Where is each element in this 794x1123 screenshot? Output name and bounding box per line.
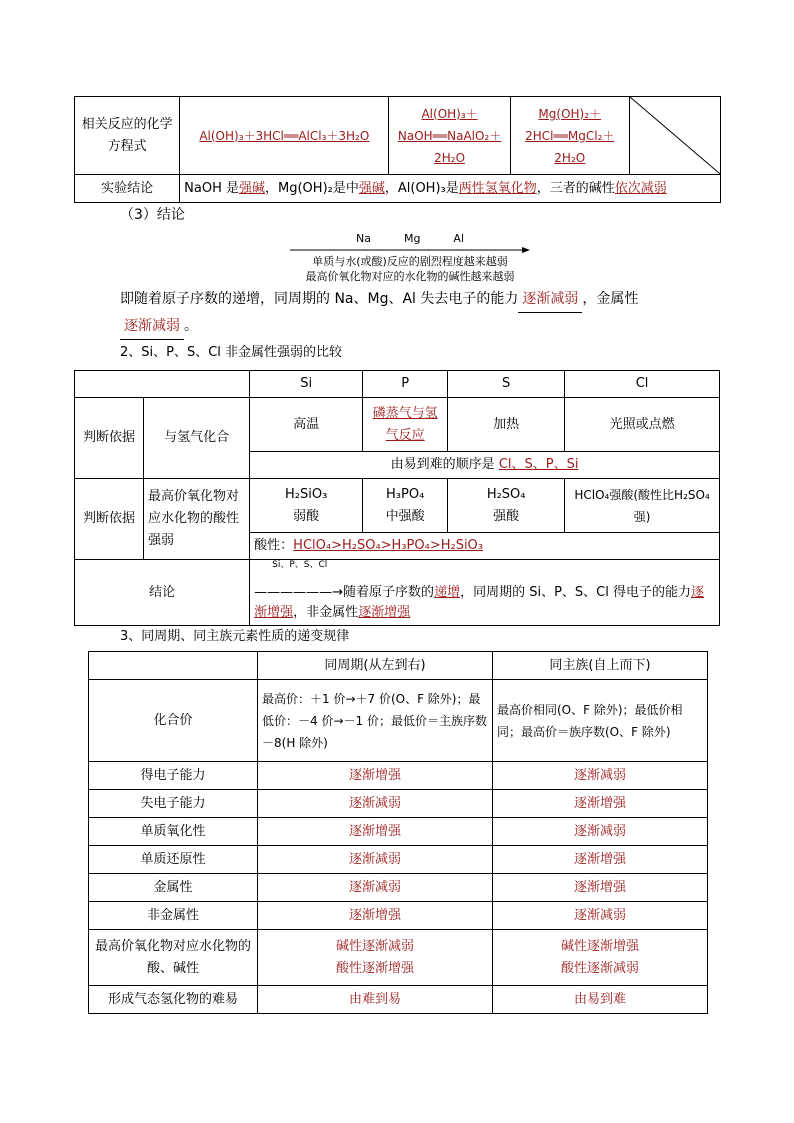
oxidizing-label: 单质氧化性 — [89, 818, 258, 846]
conclusion-label-2: 结论 — [75, 560, 250, 626]
oxidizing-period: 逐渐增强 — [258, 818, 493, 846]
nonmetal-conclusion: $^{Si、P、S、Cl}$ ——————→随着原子序数的递增，同周期的 Si、P、S、Cl 得电子的能力逐渐增强，非金属性逐渐增强 — [250, 560, 720, 626]
reaction-table — [74, 96, 721, 203]
nonmetallic-period: 逐渐增强 — [258, 902, 493, 930]
valence-label: 化合价 — [89, 680, 258, 762]
header-group: 同主族(自上而下) — [493, 652, 708, 680]
electron-loss-group: 逐渐增强 — [493, 790, 708, 818]
p-acid: H₃PO₄ 中强酸 — [363, 479, 448, 533]
corner-cell-2 — [89, 652, 258, 680]
header-period: 同周期(从左到右) — [258, 652, 493, 680]
acid-strength-label: 最高价氧化物对应水化物的酸性强弱 — [144, 479, 250, 560]
corner-cell — [75, 371, 250, 398]
trend-elements: Na Mg Al — [355, 232, 465, 245]
electron-loss-period: 逐渐减弱 — [258, 790, 493, 818]
nonmetal-table — [74, 370, 720, 626]
reducing-period: 逐渐减弱 — [258, 846, 493, 874]
si-acid: H₂SiO₃ 弱酸 — [250, 479, 363, 533]
section-3-heading: （3）结论 — [120, 207, 185, 223]
reaction-alcl3: Al(OH)₃＋3HCl══AlCl₃＋3H₂O — [180, 97, 389, 175]
ease-order: 由易到难的顺序是 Cl、S、P、Si — [250, 452, 720, 479]
basis-label-2: 判断依据 — [75, 479, 144, 560]
section-4-heading: 3、同周期、同主族元素性质的递变规律 — [120, 629, 350, 644]
empty-diagonal-cell — [629, 97, 720, 175]
electron-gain-period: 逐渐增强 — [258, 762, 493, 790]
oxidizing-group: 逐渐减弱 — [493, 818, 708, 846]
s-condition: 加热 — [448, 398, 565, 452]
periodic-trend-table — [88, 651, 708, 1014]
electron-gain-label: 得电子能力 — [89, 762, 258, 790]
hydroxide-group: 碱性逐渐增强 酸性逐渐减弱 — [493, 930, 708, 986]
header-si: Si — [250, 371, 363, 398]
section-3-text: 即随着原子序数的递增，同周期的 Na、Mg、Al 失去电子的能力 逐渐减弱 ，金属性 逐渐减弱 。 — [120, 286, 710, 340]
reducing-group: 逐渐增强 — [493, 846, 708, 874]
trend-arrow-icon — [290, 246, 530, 254]
reaction-label: 相关反应的化学方程式 — [75, 97, 180, 175]
basis-label-1: 判断依据 — [75, 398, 144, 479]
header-p: P — [363, 371, 448, 398]
cl-acid: HClO₄强酸(酸性比H₂SO₄强) — [565, 479, 720, 533]
nonmetallic-group: 逐渐减弱 — [493, 902, 708, 930]
electron-loss-label: 失电子能力 — [89, 790, 258, 818]
nonmetallic-label: 非金属性 — [89, 902, 258, 930]
valence-group: 最高价相同(O、F 除外)；最低价相同；最高价＝族序数(O、F 除外) — [493, 680, 708, 762]
cl-condition: 光照或点燃 — [565, 398, 720, 452]
hydroxide-period: 碱性逐渐减弱 酸性逐渐增强 — [258, 930, 493, 986]
section-2-heading: 2、Si、P、S、Cl 非金属性强弱的比较 — [120, 345, 343, 360]
hydrogen-combination-label: 与氢气化合 — [144, 398, 250, 479]
hydride-period: 由难到易 — [258, 986, 493, 1014]
hydride-group: 由易到难 — [493, 986, 708, 1014]
trend-line-2: 最高价氧化物对应的水化物的碱性越来越弱 — [305, 270, 515, 283]
hydride-label: 形成气态氢化物的难易 — [89, 986, 258, 1014]
metallic-period: 逐渐减弱 — [258, 874, 493, 902]
valence-period: 最高价：＋1 价→＋7 价(O、F 除外)；最低价：－4 价→－1 价；最低价＝主族序数－8(H 除外) — [258, 680, 493, 762]
hydroxide-label: 最高价氧化物对应水化物的酸、碱性 — [89, 930, 258, 986]
p-condition: 磷蒸气与氢气反应 — [363, 398, 448, 452]
reaction-naalo2: Al(OH)₃＋NaOH══NaAlO₂＋2H₂O — [389, 97, 510, 175]
header-s: S — [448, 371, 565, 398]
metallic-group: 逐渐增强 — [493, 874, 708, 902]
acidity-order: 酸性：HClO₄>H₂SO₄>H₃PO₄>H₂SiO₃ — [250, 533, 720, 560]
reducing-label: 单质还原性 — [89, 846, 258, 874]
electron-gain-group: 逐渐减弱 — [493, 762, 708, 790]
reaction-mgcl2: Mg(OH)₂＋2HCl══MgCl₂＋2H₂O — [510, 97, 629, 175]
conclusion-label: 实验结论 — [75, 175, 180, 203]
metallic-label: 金属性 — [89, 874, 258, 902]
s-acid: H₂SO₄ 强酸 — [448, 479, 565, 533]
conclusion-text: NaOH 是强碱，Mg(OH)₂是中强碱，Al(OH)₃是两性氢氧化物，三者的碱性依次减弱 — [180, 175, 721, 203]
trend-arrow-diagram — [290, 232, 530, 284]
header-cl: Cl — [565, 371, 720, 398]
si-condition: 高温 — [250, 398, 363, 452]
trend-line-1: 单质与水(或酸)反应的剧烈程度越来越弱 — [312, 255, 508, 268]
